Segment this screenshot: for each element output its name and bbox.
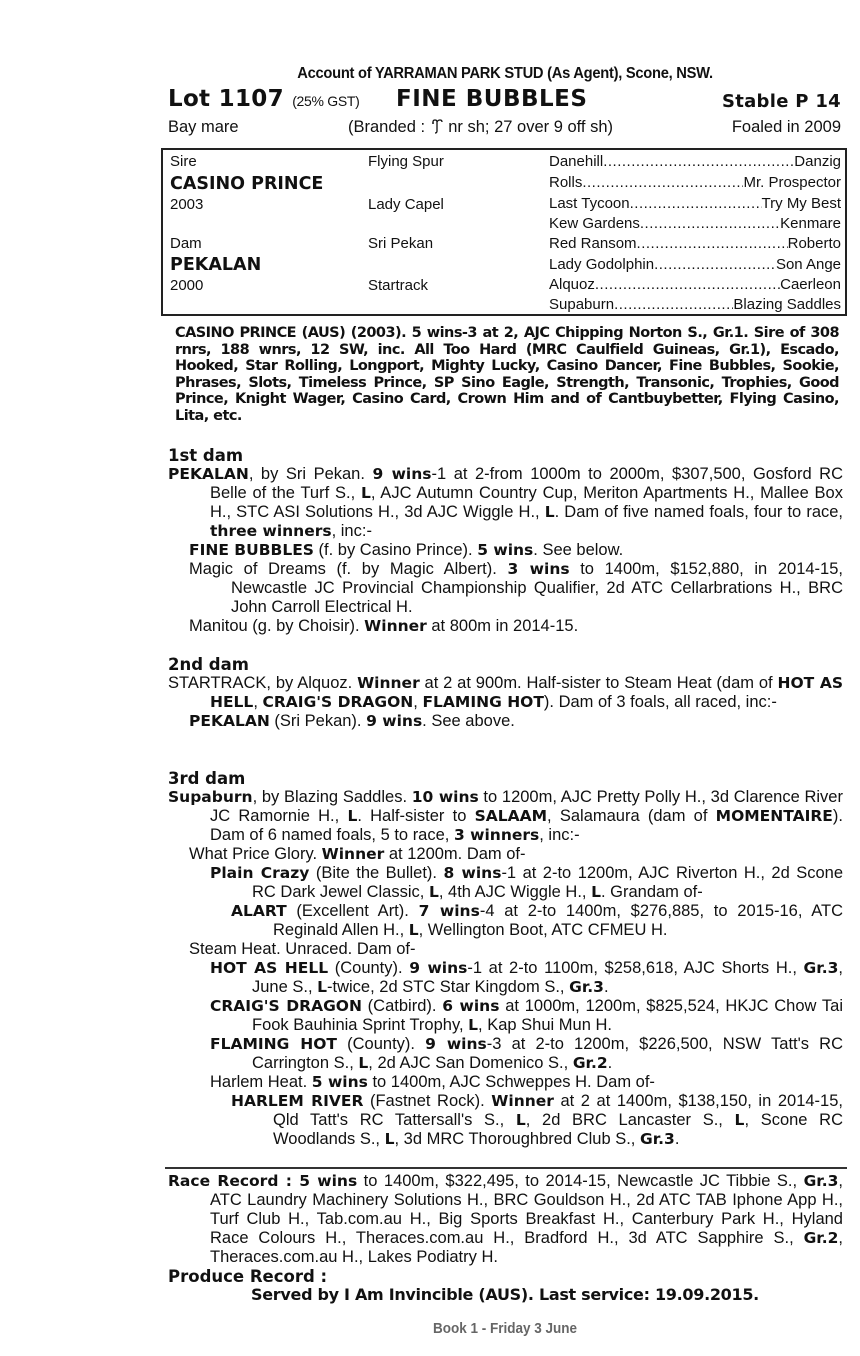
section-heading: 1st dam	[168, 446, 244, 465]
third-dam-entries	[168, 788, 843, 1149]
bold-emphasis: PEKALAN	[189, 712, 270, 730]
bold-emphasis: L	[544, 503, 555, 521]
bold-emphasis: Race Record : 5 wins	[168, 1172, 358, 1190]
gen3-horse: Last Tycoon	[549, 195, 630, 212]
gen3-horse: Rolls	[549, 174, 583, 191]
bold-emphasis: 6 wins	[442, 997, 500, 1015]
sire-summary: CASINO PRINCE (AUS) (2003). 5 wins-3 at 2, AJC Chipping Norton S., Gr.1. Sire of 308 rnrs, 188 wnrs, 12 SW, inc. All Too Hard (MRC Caulfield Guineas, Gr.1), Escado, Hooked, Star Rolling, Longport, Mighty Lucky, Casino Dancer, Fine Bubbles, Sookie, Phrases, Slots, Timeless Prince, SP Sino Eagle, Strength, Transonic, Trophies, Good Prince, Knight Wager, Casino Card, Crown Him and of Cantbuybetter, Flying Casino, Lita, etc.	[175, 325, 839, 424]
pedigree-entry: Supaburn, by Blazing Saddles. 10 wins to 1200m, AJC Pretty Polly H., 3d Clarence River JC Ramornie H., L. Half-sister to SALAAM, Salamaura (dam of MOMENTAIRE). Dam of 6 named foals, 5 to race, 3 winners, inc:-	[168, 788, 843, 844]
gen3-horse: Supaburn	[549, 296, 615, 313]
leader-dots	[630, 195, 762, 212]
gen3-horse: Alquoz	[549, 276, 595, 293]
second-dam-entries	[168, 674, 843, 731]
pedigree-entry: STARTRACK, by Alquoz. Winner at 2 at 900m. Half-sister to Steam Heat (dam of HOT AS HELL, CRAIG'S DRAGON, FLAMING HOT). Dam of 3 foals, all raced, inc:-	[168, 674, 844, 711]
bold-emphasis: Gr.3	[569, 978, 604, 996]
bold-emphasis: PEKALAN	[168, 465, 249, 483]
pedigree-entry: HARLEM RIVER (Fastnet Rock). Winner at 2 at 1400m, $138,150, in 2014-15, Qld Tatt's RC Tattersall's S., L, 2d BRC Lancaster S., L, Scone RC Woodlands S., L, 3d MRC Thoroughbred Club S., Gr.3.	[231, 1092, 843, 1148]
race-record: Race Record : 5 wins to 1400m, $322,495, to 2014-15, Newcastle JC Tibbie S., Gr.3, ATC Laundry Machinery Solutions H., BRC Gouldson H., 2d ATC TAB Iphone App H., Turf Club H., Tab.com.au H., Big Sports Breakfast H., Canterbury Park H., Hyland Race Colours H., Theraces.com.au H., Bradford H., 3d ATC Sapphire S., Gr.2, Theraces.com.au H., Lakes Podiatry H.	[168, 1172, 843, 1266]
bold-emphasis: Winner	[491, 1092, 554, 1110]
lot-number	[168, 86, 360, 112]
pedigree-entry: Harlem Heat. 5 wins to 1400m, AJC Schweppes H. Dam of-	[210, 1073, 655, 1091]
bold-emphasis: FLAMING HOT	[422, 693, 544, 711]
lot-subheader	[168, 118, 843, 140]
pedigree-entry: What Price Glory. Winner at 1200m. Dam of-	[189, 845, 526, 863]
gen3-sire: Danzig	[794, 153, 841, 170]
gen3-horse: Red Ransom	[549, 235, 637, 252]
bold-emphasis: Winner	[357, 674, 420, 692]
leader-dots	[614, 296, 733, 313]
pedigree-entry: CRAIG'S DRAGON (Catbird). 6 wins at 1000m, 1200m, $825,524, HKJC Chow Tai Fook Bauhinia Sprint Trophy, L, Kap Shui Mun H.	[210, 997, 843, 1034]
gen3-sire: Son Ange	[775, 256, 841, 273]
leader-dots	[582, 174, 743, 191]
brand-suffix: nr sh; 27 over 9 off sh)	[443, 118, 614, 136]
pedigree-entry: Plain Crazy (Bite the Bullet). 8 wins-1 at 2-to 1200m, AJC Riverton H., 2d Scone RC Dark Jewel Classic, L, 4th AJC Wiggle H., L. Grandam of-	[210, 864, 844, 901]
bold-emphasis: L	[591, 883, 601, 901]
bold-emphasis: HARLEM RIVER	[231, 1092, 364, 1110]
bold-emphasis: 3 wins	[507, 560, 570, 578]
lot-header	[168, 86, 843, 116]
bold-emphasis: FLAMING HOT	[210, 1035, 338, 1053]
sire-dam: Lady Capel	[368, 196, 444, 213]
pedigree-gen3-row	[549, 276, 841, 293]
gen3-horse: Lady Godolphin	[549, 256, 655, 273]
sire-sire: Flying Spur	[368, 153, 444, 170]
leader-dots	[637, 235, 788, 252]
bold-emphasis: Winner	[321, 845, 385, 863]
dam-name: PEKALAN	[170, 255, 262, 275]
first-dam-section	[168, 446, 843, 636]
sire-label: Sire	[170, 153, 197, 170]
bold-emphasis: 9 wins	[409, 959, 468, 977]
leader-dots	[654, 256, 776, 273]
section-heading: 3rd dam	[168, 769, 246, 788]
first-dam-entries	[168, 465, 843, 636]
leader-dots	[603, 153, 794, 170]
third-dam-section	[168, 769, 843, 1149]
bold-emphasis: 8 wins	[443, 864, 502, 882]
bold-emphasis: 5 wins	[477, 541, 534, 559]
bold-emphasis: L	[515, 1111, 526, 1129]
bold-emphasis: 10 wins	[411, 788, 479, 806]
pedigree-gen3-row	[549, 153, 841, 170]
bold-emphasis: Winner	[364, 617, 427, 635]
sire-name: CASINO PRINCE	[170, 174, 324, 194]
pedigree-gen3-row	[549, 235, 841, 252]
race-record-section	[168, 1172, 843, 1286]
horse-name: FINE BUBBLES	[396, 86, 588, 112]
bold-emphasis: SALAAM	[474, 807, 548, 825]
gen3-sire: Kenmare	[780, 215, 841, 232]
pedigree-gen3-row	[549, 215, 841, 232]
foaled-year: Foaled in 2009	[731, 118, 841, 136]
section-heading: 2nd dam	[168, 655, 249, 674]
page-footer: Book 1 - Friday 3 June	[432, 1320, 578, 1337]
pedigree-gen3-row	[549, 195, 841, 212]
brand-symbol-icon	[430, 118, 444, 137]
bold-emphasis: 7 wins	[418, 902, 480, 920]
gen3-sire: Blazing Saddles	[733, 296, 841, 313]
bold-emphasis: 5 wins	[311, 1073, 368, 1091]
bold-emphasis: CRAIG'S DRAGON	[210, 997, 362, 1015]
pedigree-entry: Magic of Dreams (f. by Magic Albert). 3 wins to 1400m, $152,880, in 2014-15, Newcastle JC Provincial Championship Qualifier, 2d ATC Cellarbrations H., BRC John Carroll Electrical H.	[189, 560, 843, 616]
bold-emphasis: L	[360, 484, 371, 502]
bold-emphasis: Supaburn	[168, 788, 253, 806]
pedigree-entry: PEKALAN (Sri Pekan). 9 wins. See above.	[189, 712, 515, 730]
bold-emphasis: Gr.2	[803, 1229, 839, 1247]
second-dam-section	[168, 655, 843, 731]
pedigree-table	[161, 148, 847, 316]
bold-emphasis: ALART	[231, 902, 287, 920]
pedigree-entry: ALART (Excellent Art). 7 wins-4 at 2-to 1400m, $276,885, to 2015-16, ATC Reginald Allen H., L, Wellington Boot, ATC CFMEU H.	[231, 902, 844, 939]
bold-emphasis: Gr.2	[572, 1054, 608, 1072]
dam-dam: Startrack	[368, 277, 429, 294]
pedigree-entry: PEKALAN, by Sri Pekan. 9 wins-1 at 2-from 1000m to 2000m, $307,500, Gosford RC Belle of the Turf S., L, AJC Autumn Country Cup, Meriton Apartments H., Mallee Box H., STC ASI Solutions H., 3d AJC Wiggle H., L. Dam of five named foals, four to race, three winners, inc:-	[168, 465, 844, 540]
stable-location: Stable P 14	[721, 91, 841, 112]
pedigree-entry: Manitou (g. by Choisir). Winner at 800m in 2014-15.	[189, 617, 579, 635]
gen3-horse: Kew Gardens	[549, 215, 640, 232]
gen3-sire: Roberto	[787, 235, 841, 252]
lot-label: Lot 1107	[168, 86, 284, 112]
bold-emphasis: HOT AS HELL	[210, 674, 844, 711]
sire-year: 2003	[170, 196, 204, 213]
bold-emphasis: L	[358, 1054, 369, 1072]
bold-emphasis: HOT AS HELL	[210, 959, 329, 977]
gst-note: (25% GST)	[292, 93, 360, 109]
pedigree-entry: FLAMING HOT (County). 9 wins-3 at 2-to 1200m, $226,500, NSW Tatt's RC Carrington S., L, 2d AJC San Domenico S., Gr.2.	[210, 1035, 843, 1072]
gen3-sire: Caerleon	[780, 276, 841, 293]
bold-emphasis: L	[428, 883, 439, 901]
brand-prefix: (Branded :	[348, 118, 430, 136]
bold-emphasis: Gr.3	[639, 1130, 675, 1148]
leader-dots	[640, 215, 780, 232]
dam-sire: Sri Pekan	[368, 235, 434, 252]
bold-emphasis: Gr.3	[803, 959, 839, 977]
dam-year: 2000	[170, 277, 204, 294]
bold-emphasis: 9 wins	[372, 465, 432, 483]
leader-dots	[595, 276, 780, 293]
pedigree-gen3-row	[549, 174, 841, 191]
bold-emphasis: L	[317, 978, 328, 996]
pedigree-entry: Steam Heat. Unraced. Dam of-	[189, 940, 416, 958]
section-divider	[165, 1167, 847, 1169]
bold-emphasis: L	[468, 1016, 479, 1034]
bold-emphasis: L	[384, 1130, 395, 1148]
brand-description	[348, 118, 613, 137]
service-status: Served by I Am Invincible (AUS). Last service: 19.09.2015.	[251, 1285, 759, 1304]
pedigree-gen3-row	[549, 296, 841, 313]
bold-emphasis: L	[408, 921, 419, 939]
produce-record-label: Produce Record :	[168, 1267, 328, 1286]
bold-emphasis: MOMENTAIRE	[715, 807, 833, 825]
bold-emphasis: L	[734, 1111, 745, 1129]
bold-emphasis: 9 wins	[425, 1035, 487, 1053]
bold-emphasis: 9 wins	[366, 712, 423, 730]
pedigree-entry: FINE BUBBLES (f. by Casino Prince). 5 wins. See below.	[189, 541, 624, 559]
pedigree-entry: HOT AS HELL (County). 9 wins-1 at 2-to 1100m, $258,618, AJC Shorts H., Gr.3, June S., L-twice, 2d STC Star Kingdom S., Gr.3.	[210, 959, 843, 996]
bold-emphasis: three winners	[210, 522, 332, 540]
dam-label: Dam	[170, 235, 202, 252]
gen3-sire: Try My Best	[761, 195, 841, 212]
bold-emphasis: L	[347, 807, 358, 825]
bold-emphasis: Plain Crazy	[210, 864, 310, 882]
bold-emphasis: Gr.3	[803, 1172, 839, 1190]
pedigree-gen3-row	[549, 256, 841, 273]
vendor-account: Account of YARRAMAN PARK STUD (As Agent), Scone, NSW.	[297, 65, 713, 82]
sex-colour: Bay mare	[168, 118, 239, 136]
bold-emphasis: FINE BUBBLES	[189, 541, 314, 559]
bold-emphasis: CRAIG'S DRAGON	[262, 693, 414, 711]
gen3-sire: Mr. Prospector	[743, 174, 841, 191]
gen3-horse: Danehill	[549, 153, 604, 170]
bold-emphasis: 3 winners	[453, 826, 540, 844]
